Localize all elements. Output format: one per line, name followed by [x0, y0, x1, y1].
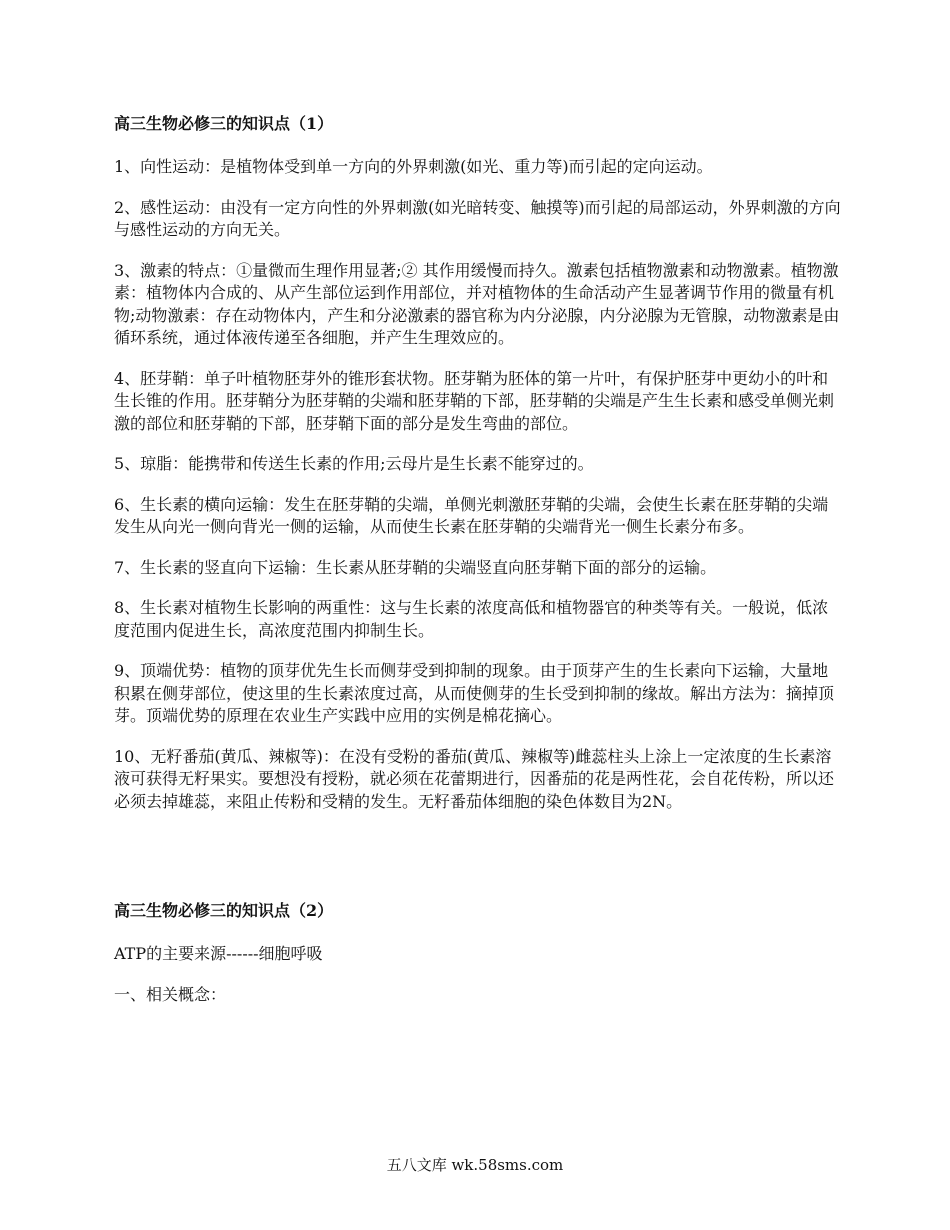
footer-watermark: 五八文库 wk.58sms.com [386, 1156, 564, 1174]
paragraph-2: 2、感性运动：由没有一定方向性的外界刺激(如光暗转变、触摸等)而引起的局部运动，外界刺激的方向与感性运动的方向无关。 [114, 197, 841, 239]
paragraph-7: 7、生长素的竖直向下运输：生长素从胚芽鞘的尖端竖直向胚芽鞘下面的部分的运输。 [114, 557, 717, 577]
paragraph-9: 9、顶端优势：植物的顶芽优先生长而侧芽受到抑制的现象。由于顶芽产生的生长素向下运输，大量地积累在侧芽部位，使这里的生长素浓度过高，从而使侧芽的生长受到抑制的缘故。解出方法为：摘掉顶芽。顶端优势的原理在农业生产实践中应用的实例是棉花摘心。 [114, 661, 835, 725]
paragraph-3: 3、激素的特点：①量微而生理作用显著;② 其作用缓慢而持久。激素包括植物激素和动物激素。植物激素：植物体内合成的、从产生部位运到作用部位，并对植物体的生命活动产生显著调节作用的微量有机物;动物激素：存在动物体内，产生和分泌激素的器官称为内分泌腺，内分泌腺为无管腺，动物激素是由循环系统，通过体液传递至各细胞，并产生生理效应的。 [114, 260, 840, 347]
section-1-heading: 高三生物必修三的知识点（1） [114, 114, 334, 133]
document-body [114, 112, 844, 1024]
paragraph-1: 1、向性运动：是植物体受到单一方向的外界刺激(如光、重力等)而引起的定向运动。 [114, 157, 713, 176]
section-gap [114, 831, 844, 899]
paragraph-4: 4、胚芽鞘：单子叶植物胚芽外的锥形套状物。胚芽鞘为胚体的第一片叶，有保护胚芽中更幼小的叶和生长锥的作用。胚芽鞘分为胚芽鞘的尖端和胚芽鞘的下部，胚芽鞘的尖端是产生生长素和感受单侧光刺激的部位和胚芽鞘的下部，胚芽鞘下面的部分是发生弯曲的部位。 [114, 368, 835, 433]
paragraph-10: 10、无籽番茄(黄瓜、辣椒等)：在没有受粉的番茄(黄瓜、辣椒等)雌蕊柱头上涂上一定浓度的生长素溶液可获得无籽果实。要想没有授粉，就必须在花蕾期进行，因番茄的花是两性花，会自花传粉，所以还必须去掉雄蕊，来阻止传粉和受精的发生。无籽番茄体细胞的染色体数目为2N。 [114, 746, 835, 811]
atp-source-line: ATP的主要来源------细胞呼吸 [114, 944, 323, 963]
related-concepts-line: 一、相关概念： [114, 984, 227, 1004]
paragraph-6: 6、生长素的横向运输：发生在胚芽鞘的尖端，单侧光刺激胚芽鞘的尖端，会使生长素在胚芽鞘的尖端发生从向光一侧向背光一侧的运输，从而使生长素在胚芽鞘的尖端背光一侧生长素分布多。 [114, 494, 829, 536]
paragraph-8: 8、生长素对植物生长影响的两重性：这与生长素的浓度高低和植物器官的种类等有关。一般说，低浓度范围内促进生长，高浓度范围内抑制生长。 [114, 598, 829, 640]
section-2-heading: 高三生物必修三的知识点（2） [114, 901, 334, 920]
paragraph-5: 5、琼脂：能携带和传送生长素的作用;云母片是生长素不能穿过的。 [114, 454, 594, 473]
